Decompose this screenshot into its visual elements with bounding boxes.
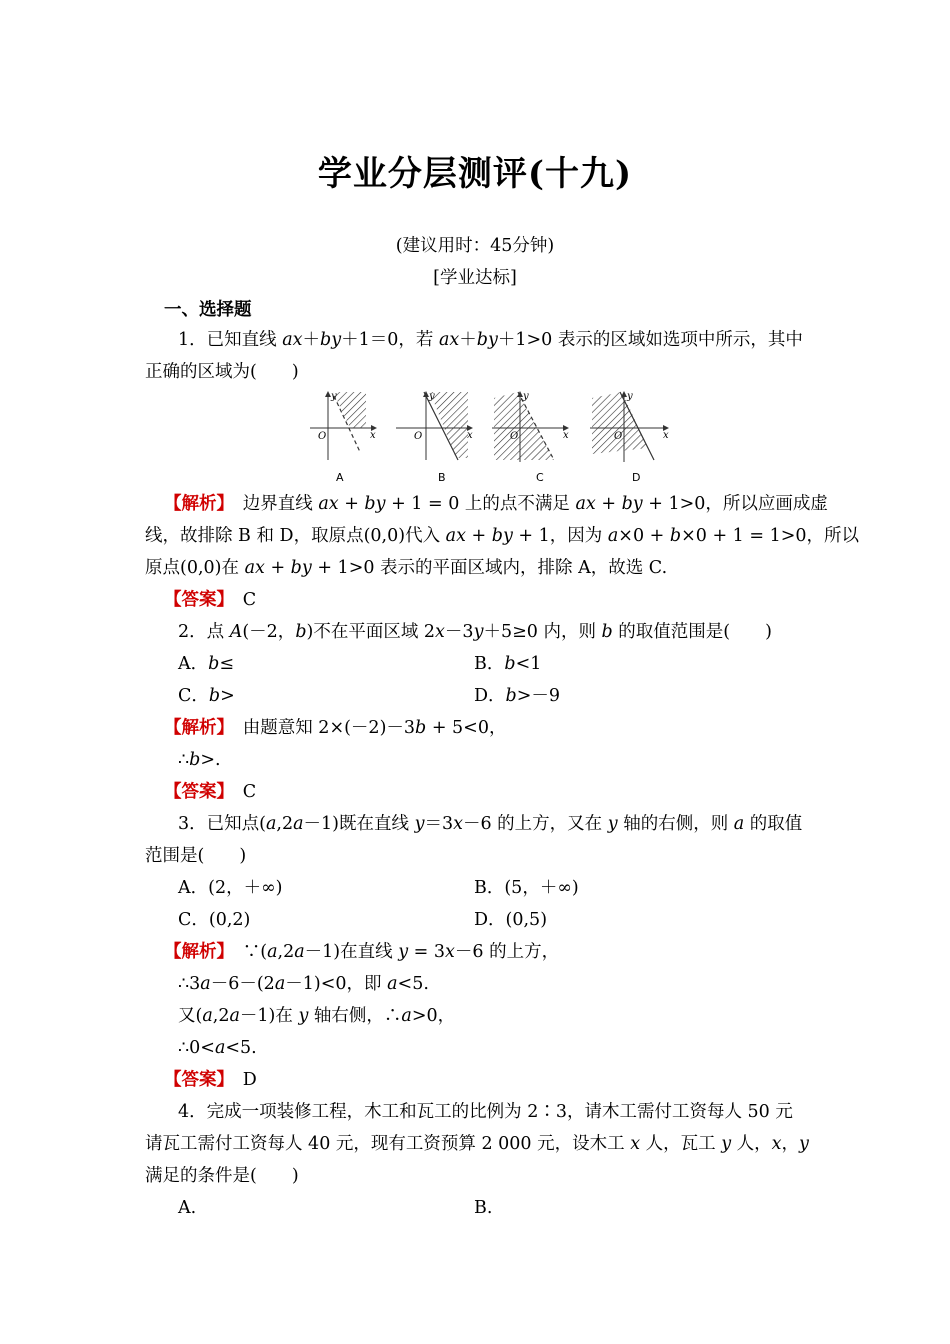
figure-c: [492, 391, 569, 484]
figure-b: [396, 391, 473, 484]
figure-a: [310, 391, 376, 484]
q3-stem-line1: 3．已知点(a,2a－1)既在直线 y＝3x－6 的上方，又在 y 轴的右侧，则 a 的取值: [178, 814, 803, 834]
q2-stem: 2．点 A(－2，b)不在平面区域 2x－3y＋5≥0 内，则 b 的取值范围是( ): [178, 622, 772, 642]
svg-text:y: y: [627, 391, 633, 402]
q3-option-b[interactable]: B．(5，＋∞): [474, 878, 579, 898]
q3-analysis-line3: 又(a,2a－1)在 y 轴右侧，∴a>0，: [178, 1006, 456, 1026]
axis-x-a: x: [370, 430, 376, 441]
q1-stem-line1: 1．已知直线 ax＋by＋1＝0，若 ax＋by＋1>0 表示的区域如选项中所示，其中: [178, 330, 803, 350]
analysis-tag: 【解析】: [164, 494, 226, 514]
svg-text:x: x: [663, 430, 669, 441]
section-heading: 一、选择题: [164, 300, 252, 320]
q2-option-a[interactable]: A．b≤: [178, 654, 235, 674]
q4-stem-line1: 4．完成一项装修工程，木工和瓦工的比例为 2∶3，请木工需付工资每人 50 元: [178, 1102, 793, 1122]
q4-stem-line2: 请瓦工需付工资每人 40 元，现有工资预算 2 000 元，设木工 x 人，瓦工 y 人，x，y: [145, 1134, 809, 1154]
svg-text:O: O: [414, 431, 423, 442]
q1-analysis-line2: 线，故排除 B 和 D，取原点(0,0)代入 ax + by + 1，因为 a×0 + b×0 + 1 = 1>0，所以: [145, 526, 860, 546]
svg-text:x: x: [563, 430, 569, 441]
svg-text:x: x: [467, 430, 473, 441]
svg-text:y: y: [429, 391, 435, 402]
level-label: [学业达标]: [433, 268, 517, 288]
q1-analysis-line1: 【解析】 边界直线 ax + by + 1 = 0 上的点不满足 ax + by + 1>0，所以应画成虚: [164, 494, 828, 514]
figure-label-d: D: [632, 471, 641, 484]
q2-option-d[interactable]: D．b>－9: [474, 686, 561, 706]
time-note: (建议用时：45分钟): [395, 236, 555, 256]
q3-stem-line2: 范围是( ): [145, 846, 247, 866]
svg-text:y: y: [523, 391, 529, 402]
page-title: 学业分层测评(十九): [317, 154, 633, 194]
figure-label-a: A: [336, 471, 344, 484]
origin-a: O: [318, 431, 327, 442]
q2-analysis-line1: 【解析】 由题意知 2×(－2)－3b + 5<0，: [164, 718, 507, 738]
figure-label-b: B: [438, 471, 446, 484]
q3-option-d[interactable]: D．(0,5): [474, 910, 548, 930]
figure-label-c: C: [536, 471, 544, 484]
q2-analysis-line2: ∴b>.: [178, 750, 221, 770]
q2-option-b[interactable]: B．b<1: [474, 654, 542, 674]
q2-option-c[interactable]: C．b>: [178, 686, 235, 706]
q1-stem-line2: 正确的区域为( ): [145, 362, 299, 382]
q4-stem-line3: 满足的条件是( ): [145, 1166, 299, 1186]
svg-text:O: O: [614, 431, 623, 442]
q4-option-a[interactable]: A.: [178, 1198, 197, 1218]
q3-option-a[interactable]: A．(2，＋∞): [178, 878, 283, 898]
q1-option-figures: [308, 388, 674, 488]
q2-answer: 【答案】 C: [164, 782, 257, 802]
q1-analysis-line3: 原点(0,0)在 ax + by + 1>0 表示的平面区域内，排除 A，故选 C.: [145, 558, 668, 578]
q3-analysis-line2: ∴3a－6－(2a－1)<0，即 a<5.: [178, 974, 429, 994]
answer-tag: 【答案】: [164, 590, 226, 610]
q3-answer: 【答案】 D: [164, 1070, 257, 1090]
q1-answer: 【答案】 C: [164, 590, 257, 610]
svg-text:O: O: [510, 431, 519, 442]
axis-y-a: y: [331, 391, 337, 402]
q3-option-c[interactable]: C．(0,2): [178, 910, 251, 930]
q3-analysis-line4: ∴0<a<5.: [178, 1038, 257, 1058]
q4-option-b[interactable]: B.: [474, 1198, 493, 1218]
q3-analysis-line1: 【解析】 ∵(a,2a－1)在直线 y = 3x－6 的上方，: [164, 942, 560, 962]
figure-d: [590, 391, 669, 484]
